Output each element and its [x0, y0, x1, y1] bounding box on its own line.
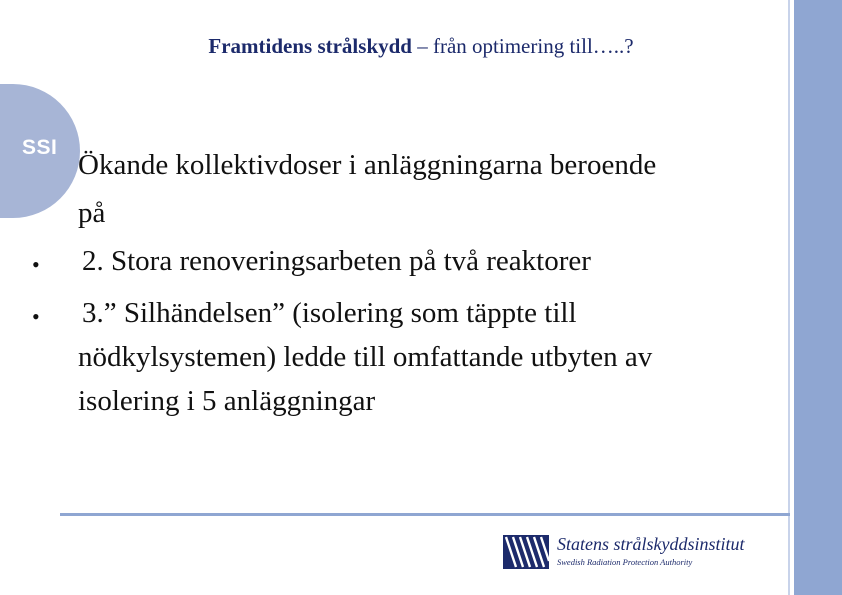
- bullet-1-line-1: Ökande kollektivdoser i anläggningarna beroende: [78, 149, 657, 181]
- bullet-2-marker: •: [32, 252, 40, 277]
- slide-title-rest: – från optimering till…..?: [411, 34, 634, 58]
- footer-rule: [60, 513, 790, 516]
- footer-logo-name: Statens strålskyddsinstitut: [557, 534, 745, 554]
- right-band-divider: [788, 0, 790, 595]
- bullet-3-line-2: nödkylsystemen) ledde till omfattande utbyten av: [78, 341, 653, 373]
- bullet-3-marker: •: [32, 304, 40, 329]
- slide-title: [0, 34, 842, 59]
- footer-logo-subtitle: Swedish Radiation Protection Authority: [557, 557, 693, 567]
- bullet-3-line-3: isolering i 5 anläggningar: [78, 385, 376, 417]
- right-decorative-band: [794, 0, 842, 595]
- bullet-3-line-1: 3.” Silhändelsen” (isolering som täppte till: [82, 297, 577, 329]
- bullet-1-line-2: på: [78, 197, 106, 229]
- bullet-2-line-1: 2. Stora renoveringsarbeten på två reaktorer: [82, 245, 591, 277]
- ssi-logo-text: SSI: [22, 136, 58, 159]
- ssi-emblem-icon: [503, 535, 549, 569]
- slide-title-bold: Framtidens strålskydd: [208, 34, 412, 58]
